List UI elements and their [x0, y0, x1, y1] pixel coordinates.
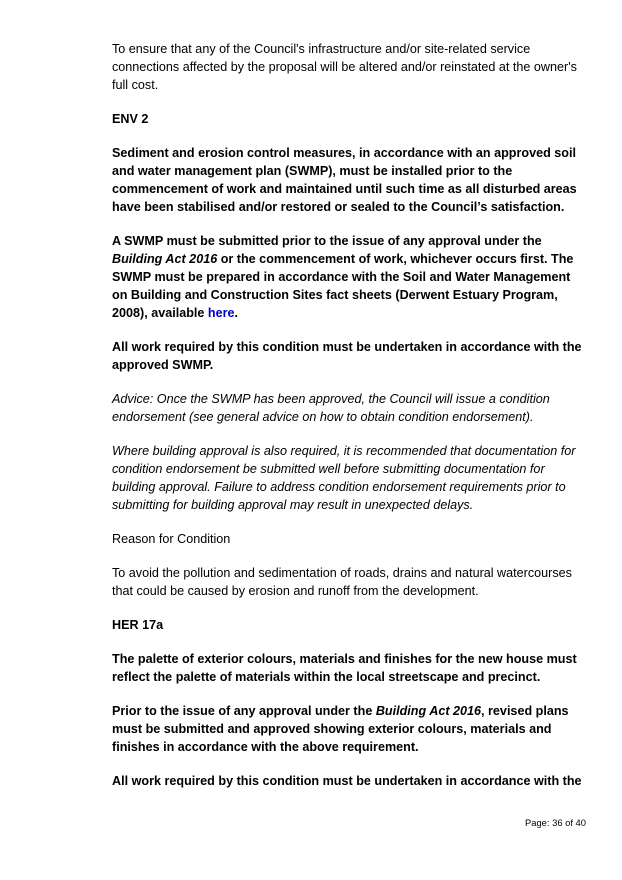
env-2-sediment-paragraph: Sediment and erosion control measures, in accordance with an approved soil and water management plan (SWMP), must be installed prior to the commencement of work and maintained until such time as all disturbed areas have been stabilised and/or restored or sealed to the Council’s satisfaction.	[112, 146, 577, 214]
building-act-reference: Building Act 2016	[112, 252, 218, 266]
swmp-text-end: .	[234, 306, 239, 320]
revised-plans-text-end: , revised plans must be submitted and approved showing exterior colours, materials and finishes in accordance with the above requirement.	[112, 704, 569, 754]
building-approval-advice-paragraph: Where building approval is also required, it is recommended that documentation for condition endorsement be submitted well before submitting documentation for building approval. Failure to address condition endorsement requirements prior to submitting for building approval may result in unexpected delays.	[112, 444, 576, 512]
her-17a-palette-paragraph: The palette of exterior colours, materials and finishes for the new house must reflect the palette of materials within the local streetscape and precinct.	[112, 652, 577, 684]
swmp-text-middle: or the commencement of work, whichever occurs first. The SWMP must be prepared in accordance with the Soil and Water Management on Building and Construction Sites fact sheets (Derwent Estuary Program, 2008), available	[112, 252, 574, 320]
document-body	[112, 40, 582, 790]
reason-paragraph: To avoid the pollution and sedimentation of roads, drains and natural watercourses that could be caused by erosion and runoff from the development.	[112, 566, 572, 598]
reason-heading: Reason for Condition	[112, 532, 231, 546]
building-act-reference-her: Building Act 2016	[375, 704, 482, 718]
env-2-work-paragraph: All work required by this condition must be undertaken in accordance with the approved SWMP.	[112, 340, 582, 372]
page-number: Page: 36 of 40	[525, 817, 586, 828]
her-17a-revised-plans-paragraph	[112, 702, 582, 756]
env-2-heading: ENV 2	[112, 112, 149, 126]
here-link[interactable]: here	[207, 306, 235, 320]
swmp-text-start: A SWMP must be submitted prior to the issue of any approval under the	[112, 234, 542, 248]
her-17a-heading: HER 17a	[112, 618, 164, 632]
revised-plans-text-start: Prior to the issue of any approval under the	[112, 704, 376, 718]
advice-paragraph: Advice: Once the SWMP has been approved, the Council will issue a condition endorsement (see general advice on how to obtain condition endorsement).	[112, 392, 550, 424]
env-2-swmp-submission-paragraph	[112, 232, 582, 322]
her-17a-work-paragraph: All work required by this condition must be undertaken in accordance with the	[112, 774, 582, 788]
infrastructure-paragraph: To ensure that any of the Council's infrastructure and/or site-related service connections affected by the proposal will be altered and/or reinstated at the owner's full cost.	[112, 42, 577, 92]
